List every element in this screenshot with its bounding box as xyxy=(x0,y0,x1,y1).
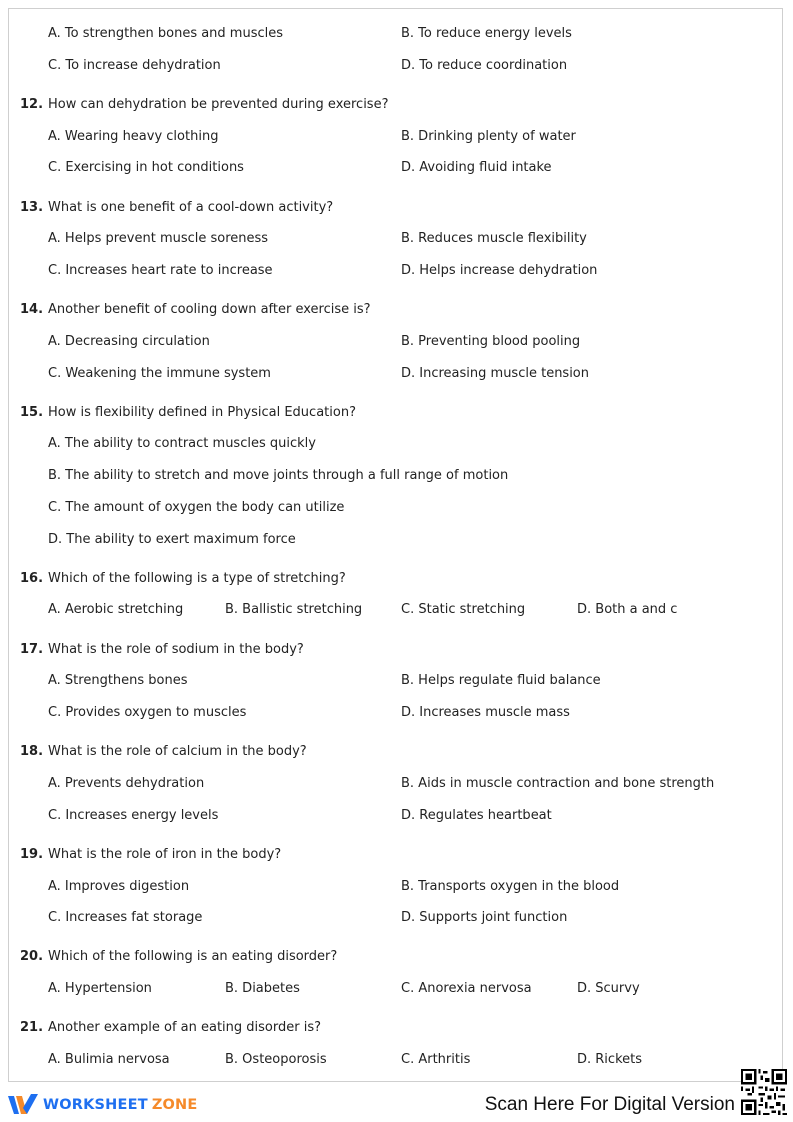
question-text xyxy=(20,97,388,113)
answer-option[interactable]: B. The ability to stretch and move joints through a full range of motion xyxy=(48,468,509,484)
answer-option[interactable]: A. Strengthens bones xyxy=(48,673,188,689)
answer-option[interactable]: A. Wearing heavy clothing xyxy=(48,128,219,144)
answer-option[interactable]: D. Supports joint function xyxy=(401,910,568,926)
question-text xyxy=(20,642,304,658)
question-text xyxy=(20,200,333,216)
answer-option[interactable]: B. Ballistic stretching xyxy=(225,602,363,618)
worksheetzone-logo[interactable] xyxy=(8,1092,198,1118)
page-footer xyxy=(0,1086,793,1122)
answer-option[interactable]: A. The ability to contract muscles quickly xyxy=(48,436,316,452)
answer-option[interactable]: C. Increases energy levels xyxy=(48,807,219,823)
answer-option[interactable]: A. Decreasing circulation xyxy=(48,333,210,349)
answer-option[interactable]: A. Aerobic stretching xyxy=(48,602,184,618)
question-prompt: Which of the following is an eating disorder? xyxy=(48,949,338,965)
answer-option[interactable]: D. To reduce coordination xyxy=(401,57,568,73)
question-number: 14. xyxy=(20,302,44,318)
answer-option[interactable]: C. Anorexia nervosa xyxy=(401,981,532,997)
question-number: 21. xyxy=(20,1020,44,1036)
answer-option[interactable]: D. Scurvy xyxy=(577,981,640,997)
question-prompt: What is the role of iron in the body? xyxy=(48,846,282,862)
answer-option[interactable]: C. Provides oxygen to muscles xyxy=(48,705,247,720)
answer-option[interactable]: B. Osteoporosis xyxy=(225,1052,327,1067)
question-text xyxy=(20,847,281,863)
question-prompt: What is the role of calcium in the body? xyxy=(48,744,307,760)
logo-word-zone: ZONE xyxy=(151,1097,198,1113)
question-number: 19. xyxy=(20,846,44,862)
answer-option[interactable]: B. Aids in muscle contraction and bone strength xyxy=(401,775,715,791)
scan-digital-version-text: Scan Here For Digital Version xyxy=(484,1094,735,1115)
answer-option[interactable]: C. Static stretching xyxy=(401,602,526,618)
answer-option[interactable]: D. Helps increase dehydration xyxy=(401,262,598,278)
question-text xyxy=(20,744,307,760)
answer-option[interactable]: A. Improves digestion xyxy=(48,878,190,894)
answer-option[interactable]: C. Increases heart rate to increase xyxy=(48,262,273,278)
question-number: 15. xyxy=(20,404,44,420)
question-number: 17. xyxy=(20,641,44,657)
answer-option[interactable]: D. Increasing muscle tension xyxy=(401,365,590,381)
question-prompt: How can dehydration be prevented during exercise? xyxy=(48,96,389,112)
answer-option[interactable]: B. Transports oxygen in the blood xyxy=(401,878,620,894)
answer-option[interactable]: C. Arthritis xyxy=(401,1052,471,1067)
answer-option[interactable]: B. Reduces muscle flexibility xyxy=(401,231,587,247)
question-prompt: Another example of an eating disorder is? xyxy=(48,1020,321,1036)
answer-option[interactable]: B. Drinking plenty of water xyxy=(401,128,576,144)
question-prompt: What is one benefit of a cool-down activity? xyxy=(48,199,334,215)
question-prompt: How is flexibility defined in Physical Education? xyxy=(48,404,356,420)
answer-option[interactable]: D. Regulates heartbeat xyxy=(401,807,552,823)
question-prompt: Another benefit of cooling down after exercise is? xyxy=(48,302,371,318)
answer-option[interactable]: A. To strengthen bones and muscles xyxy=(48,26,284,41)
answer-option[interactable]: C. The amount of oxygen the body can utilize xyxy=(48,499,345,515)
question-number: 13. xyxy=(20,199,44,215)
question-text xyxy=(20,571,346,587)
question-prompt: What is the role of sodium in the body? xyxy=(48,641,304,657)
answer-option[interactable]: C. Increases fat storage xyxy=(48,910,203,926)
answer-option[interactable]: A. Helps prevent muscle soreness xyxy=(48,231,269,247)
answer-option[interactable]: D. Avoiding fluid intake xyxy=(401,160,552,176)
logo-w-icon xyxy=(8,1094,38,1116)
answer-option[interactable]: A. Bulimia nervosa xyxy=(48,1052,170,1067)
answer-option[interactable]: C. To increase dehydration xyxy=(48,57,221,73)
question-text xyxy=(20,405,356,421)
qr-code-icon[interactable] xyxy=(741,1069,787,1115)
question-number: 12. xyxy=(20,96,44,112)
answer-option[interactable]: B. To reduce energy levels xyxy=(401,26,572,41)
answer-option[interactable]: C. Weakening the immune system xyxy=(48,365,271,381)
logo-word-worksheet: WORKSHEET xyxy=(43,1097,148,1113)
answer-option[interactable]: D. Increases muscle mass xyxy=(401,705,570,720)
answer-option[interactable]: B. Diabetes xyxy=(225,981,300,997)
answer-option[interactable]: A. Hypertension xyxy=(48,981,152,997)
question-number: 16. xyxy=(20,570,44,586)
answer-option[interactable]: D. Both a and c xyxy=(577,602,678,618)
answer-option[interactable]: B. Helps regulate fluid balance xyxy=(401,673,601,689)
question-text xyxy=(20,302,371,318)
answer-option[interactable]: A. Prevents dehydration xyxy=(48,775,205,791)
answer-option[interactable]: D. The ability to exert maximum force xyxy=(48,531,296,547)
answer-option[interactable]: D. Rickets xyxy=(577,1052,642,1067)
question-number: 18. xyxy=(20,744,44,760)
question-text xyxy=(20,949,337,965)
answer-option[interactable]: C. Exercising in hot conditions xyxy=(48,160,244,176)
answer-option[interactable]: B. Preventing blood pooling xyxy=(401,333,581,349)
question-number: 20. xyxy=(20,949,44,965)
question-prompt: Which of the following is a type of stretching? xyxy=(48,570,346,586)
question-text xyxy=(20,1020,321,1036)
